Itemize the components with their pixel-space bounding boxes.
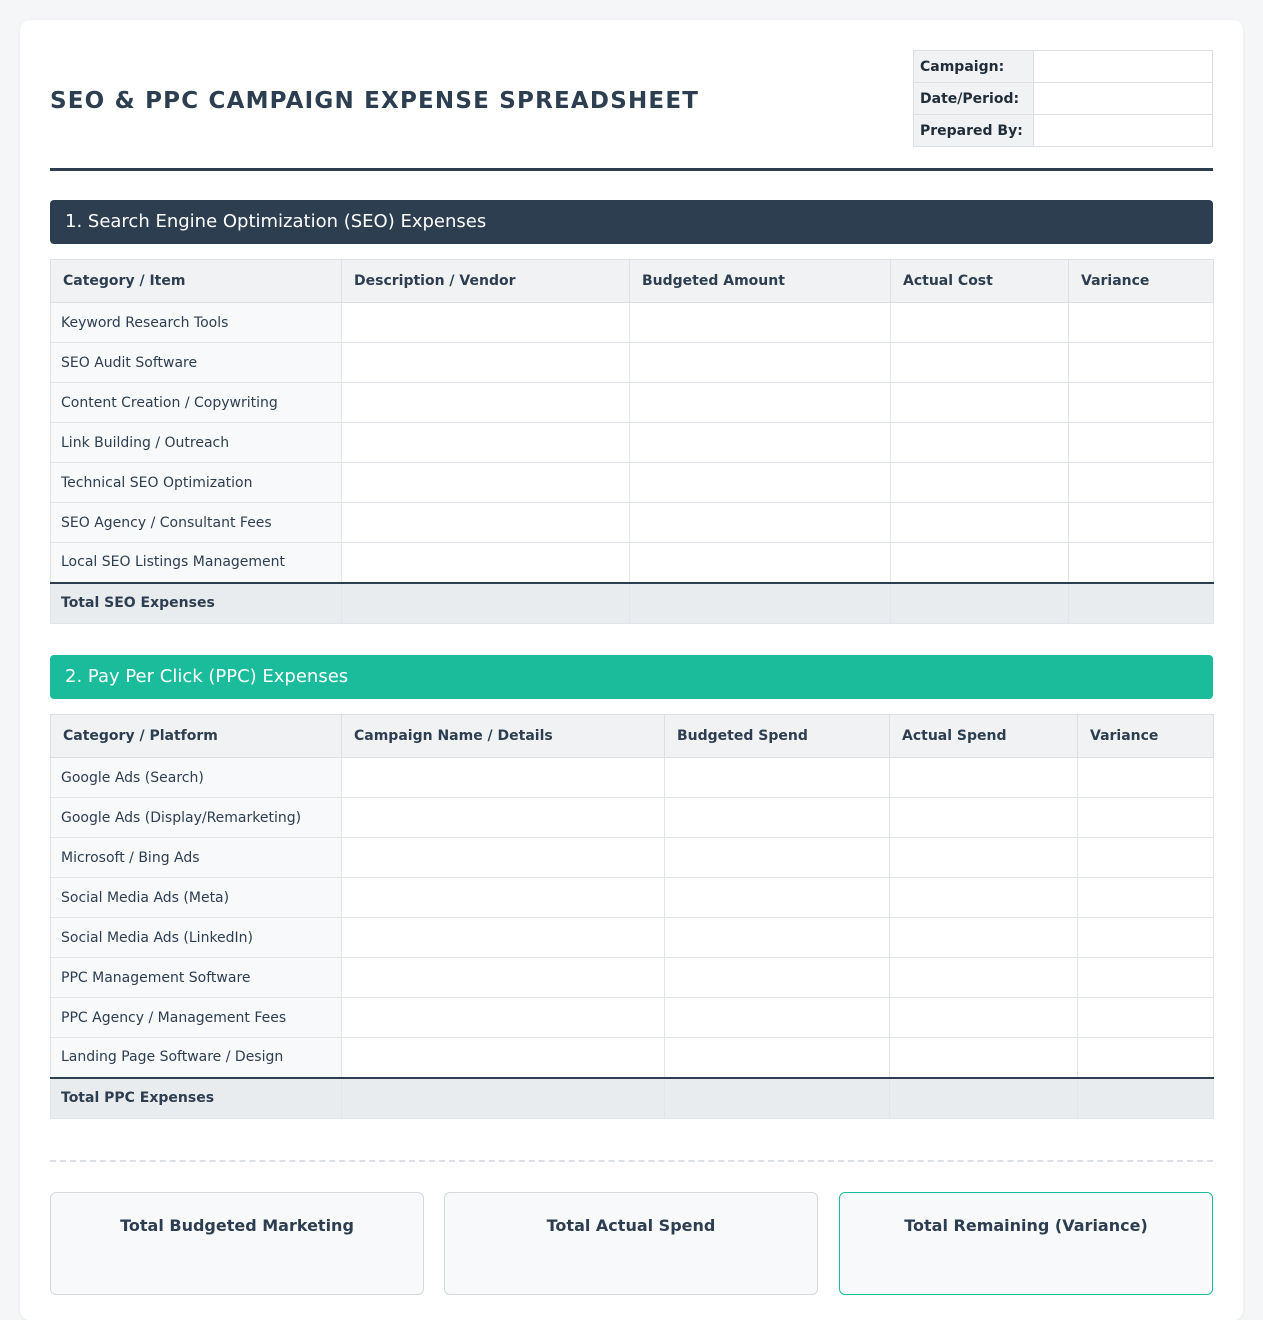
campaign-cell[interactable]	[342, 998, 665, 1038]
total-budgeted-card	[50, 1192, 424, 1295]
budgeted-cell[interactable]	[665, 998, 890, 1038]
variance-cell[interactable]	[1069, 343, 1214, 383]
expense-sheet	[20, 20, 1243, 1320]
actual-cell[interactable]	[890, 838, 1078, 878]
total-remaining-card	[839, 1192, 1213, 1295]
budgeted-cell[interactable]	[665, 878, 890, 918]
actual-cell[interactable]	[891, 343, 1069, 383]
ppc-col-budgeted: Budgeted Spend	[665, 715, 890, 758]
row-label: Google Ads (Search)	[51, 758, 342, 798]
meta-table	[913, 50, 1213, 147]
prepared-by-label: Prepared By:	[914, 115, 1034, 147]
variance-cell[interactable]	[1078, 838, 1214, 878]
prepared-by-field[interactable]	[1034, 115, 1213, 147]
campaign-cell[interactable]	[342, 958, 665, 998]
description-cell[interactable]	[342, 303, 630, 343]
actual-cell[interactable]	[891, 423, 1069, 463]
budgeted-cell[interactable]	[630, 463, 891, 503]
seo-expense-table	[50, 259, 1214, 624]
table-row	[51, 503, 1214, 543]
campaign-cell[interactable]	[342, 1038, 665, 1078]
budgeted-cell[interactable]	[630, 303, 891, 343]
actual-cell[interactable]	[891, 503, 1069, 543]
description-cell[interactable]	[342, 383, 630, 423]
actual-cell[interactable]	[891, 463, 1069, 503]
campaign-field[interactable]	[1034, 51, 1213, 83]
actual-cell[interactable]	[890, 998, 1078, 1038]
seo-total-row	[51, 583, 1214, 624]
ppc-col-variance: Variance	[1078, 715, 1214, 758]
meta-row-campaign	[914, 51, 1213, 83]
variance-cell[interactable]	[1069, 303, 1214, 343]
actual-cell[interactable]	[890, 878, 1078, 918]
variance-cell[interactable]	[1069, 423, 1214, 463]
table-row	[51, 878, 1214, 918]
total-actual-cell[interactable]	[890, 1078, 1078, 1119]
row-label: Social Media Ads (Meta)	[51, 878, 342, 918]
meta-row-prepared	[914, 115, 1213, 147]
variance-cell[interactable]	[1078, 758, 1214, 798]
sheet-header	[50, 50, 1213, 171]
row-label: Technical SEO Optimization	[51, 463, 342, 503]
ppc-expense-table	[50, 714, 1214, 1119]
table-row	[51, 998, 1214, 1038]
dashed-divider	[50, 1160, 1213, 1162]
total-budgeted-title: Total Budgeted Marketing	[120, 1216, 354, 1235]
total-budgeted-cell[interactable]	[665, 1078, 890, 1119]
row-label: Keyword Research Tools	[51, 303, 342, 343]
description-cell[interactable]	[342, 503, 630, 543]
total-variance-cell[interactable]	[1069, 583, 1214, 624]
ppc-col-category: Category / Platform	[51, 715, 342, 758]
table-row	[51, 343, 1214, 383]
actual-cell[interactable]	[890, 798, 1078, 838]
seo-total-label: Total SEO Expenses	[51, 583, 342, 624]
budgeted-cell[interactable]	[630, 423, 891, 463]
table-row	[51, 383, 1214, 423]
campaign-label: Campaign:	[914, 51, 1034, 83]
table-row	[51, 958, 1214, 998]
total-campaign-cell	[342, 1078, 665, 1119]
page-title: SEO & PPC CAMPAIGN EXPENSE SPREADSHEET	[50, 88, 700, 114]
date-period-field[interactable]	[1034, 83, 1213, 115]
actual-cell[interactable]	[891, 303, 1069, 343]
row-label: Microsoft / Bing Ads	[51, 838, 342, 878]
variance-cell[interactable]	[1078, 1038, 1214, 1078]
variance-cell[interactable]	[1069, 503, 1214, 543]
ppc-col-actual: Actual Spend	[890, 715, 1078, 758]
seo-header-row	[51, 260, 1214, 303]
actual-cell[interactable]	[890, 758, 1078, 798]
budgeted-cell[interactable]	[665, 918, 890, 958]
row-label: Content Creation / Copywriting	[51, 383, 342, 423]
ppc-header-row	[51, 715, 1214, 758]
seo-col-variance: Variance	[1069, 260, 1214, 303]
total-variance-cell[interactable]	[1078, 1078, 1214, 1119]
ppc-total-label: Total PPC Expenses	[51, 1078, 342, 1119]
variance-cell[interactable]	[1078, 878, 1214, 918]
total-description-cell	[342, 583, 630, 624]
budgeted-cell[interactable]	[665, 838, 890, 878]
budgeted-cell[interactable]	[630, 383, 891, 423]
table-row	[51, 1038, 1214, 1078]
total-actual-cell[interactable]	[891, 583, 1069, 624]
campaign-cell[interactable]	[342, 798, 665, 838]
variance-cell[interactable]	[1078, 798, 1214, 838]
row-label: PPC Agency / Management Fees	[51, 998, 342, 1038]
actual-cell[interactable]	[890, 1038, 1078, 1078]
actual-cell[interactable]	[891, 383, 1069, 423]
table-row	[51, 758, 1214, 798]
table-row	[51, 543, 1214, 583]
budgeted-cell[interactable]	[630, 343, 891, 383]
meta-row-date	[914, 83, 1213, 115]
ppc-col-campaign: Campaign Name / Details	[342, 715, 665, 758]
row-label: Local SEO Listings Management	[51, 543, 342, 583]
budgeted-cell[interactable]	[665, 1038, 890, 1078]
variance-cell[interactable]	[1078, 958, 1214, 998]
seo-col-category: Category / Item	[51, 260, 342, 303]
seo-col-actual: Actual Cost	[891, 260, 1069, 303]
ppc-section-heading: 2. Pay Per Click (PPC) Expenses	[50, 655, 1213, 699]
row-label: Landing Page Software / Design	[51, 1038, 342, 1078]
total-actual-title: Total Actual Spend	[546, 1216, 716, 1235]
variance-cell[interactable]	[1069, 383, 1214, 423]
campaign-cell[interactable]	[342, 878, 665, 918]
seo-col-budgeted: Budgeted Amount	[630, 260, 891, 303]
variance-cell[interactable]	[1069, 463, 1214, 503]
table-row	[51, 463, 1214, 503]
total-budgeted-cell[interactable]	[630, 583, 891, 624]
row-label: Google Ads (Display/Remarketing)	[51, 798, 342, 838]
description-cell[interactable]	[342, 423, 630, 463]
budgeted-cell[interactable]	[665, 798, 890, 838]
budgeted-cell[interactable]	[630, 503, 891, 543]
actual-cell[interactable]	[890, 958, 1078, 998]
table-row	[51, 303, 1214, 343]
actual-cell[interactable]	[891, 543, 1069, 583]
seo-col-description: Description / Vendor	[342, 260, 630, 303]
budgeted-cell[interactable]	[665, 758, 890, 798]
table-row	[51, 798, 1214, 838]
row-label: Social Media Ads (LinkedIn)	[51, 918, 342, 958]
total-actual-card	[444, 1192, 818, 1295]
campaign-cell[interactable]	[342, 838, 665, 878]
actual-cell[interactable]	[890, 918, 1078, 958]
total-remaining-title: Total Remaining (Variance)	[904, 1216, 1148, 1235]
variance-cell[interactable]	[1069, 543, 1214, 583]
campaign-cell[interactable]	[342, 758, 665, 798]
table-row	[51, 423, 1214, 463]
variance-cell[interactable]	[1078, 998, 1214, 1038]
table-row	[51, 918, 1214, 958]
row-label: SEO Audit Software	[51, 343, 342, 383]
description-cell[interactable]	[342, 343, 630, 383]
date-period-label: Date/Period:	[914, 83, 1034, 115]
budgeted-cell[interactable]	[630, 543, 891, 583]
seo-section-heading: 1. Search Engine Optimization (SEO) Expenses	[50, 200, 1213, 244]
description-cell[interactable]	[342, 463, 630, 503]
row-label: PPC Management Software	[51, 958, 342, 998]
table-row	[51, 838, 1214, 878]
budgeted-cell[interactable]	[665, 958, 890, 998]
row-label: Link Building / Outreach	[51, 423, 342, 463]
campaign-cell[interactable]	[342, 918, 665, 958]
row-label: SEO Agency / Consultant Fees	[51, 503, 342, 543]
ppc-total-row	[51, 1078, 1214, 1119]
description-cell[interactable]	[342, 543, 630, 583]
variance-cell[interactable]	[1078, 918, 1214, 958]
